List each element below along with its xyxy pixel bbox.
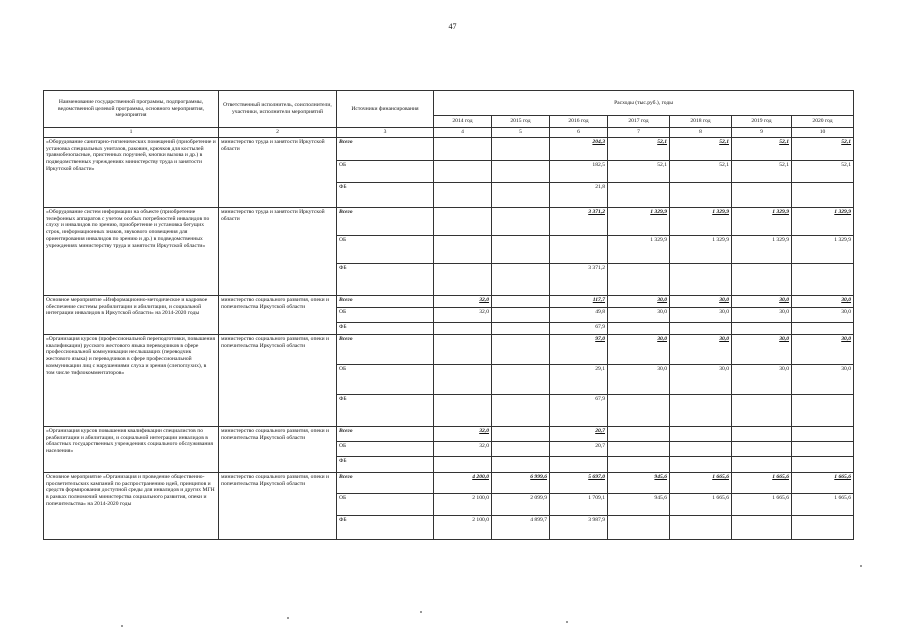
expense-value [434,208,492,236]
expense-value: 21,8 [550,183,608,208]
expense-value: 117,7 [550,296,608,308]
expense-value: 32,0 [434,296,492,308]
expense-value: 3 371,2 [550,208,608,236]
expense-value [492,395,550,427]
header-column-number: 8 [670,128,732,138]
funding-source: ФБ [337,183,434,208]
expense-value [492,296,550,308]
expense-value: 49,8 [550,308,608,323]
table-row [44,296,854,308]
expense-value: 30,0 [670,308,732,323]
activity-name: «Организация курсов (профессиональной переподготовки, повышения квалификации) русского жестового языка переводчиков в сфере профессиональной коммуникации неслышащих (переводчик жестового языка) и переводчиков в сфере профессиональной коммуникации лиц с нарушениями слуха и зрения (слепоглухих), в том числе тифлокомментаторов» [44,335,219,427]
expense-value: 30,0 [792,296,854,308]
header-year: 2017 год [608,116,670,128]
expense-value [608,395,670,427]
expense-value: 67,9 [550,395,608,427]
expense-value [434,236,492,264]
expense-value: 204,3 [550,138,608,161]
expense-value: 67,9 [550,323,608,335]
funding-source: ФБ [337,395,434,427]
expense-value [608,427,670,442]
scan-dot [420,611,422,613]
expense-value [608,457,670,473]
expense-value: 30,0 [608,365,670,395]
expense-value: 1 329,9 [608,236,670,264]
expense-value: 30,0 [732,365,792,395]
program-expenses-table [43,90,854,540]
expense-value [670,516,732,540]
expense-value: 52,1 [608,138,670,161]
expense-value [434,264,492,296]
expense-value: 1 665,6 [792,473,854,494]
expense-value [608,442,670,457]
header-column-number: 10 [792,128,854,138]
expense-value [732,442,792,457]
expense-value: 1 329,9 [732,236,792,264]
funding-source: Всего [337,138,434,161]
expense-value: 1 665,6 [670,473,732,494]
expense-value [608,264,670,296]
expense-value: 1 665,6 [670,494,732,516]
header-column-number: 6 [550,128,608,138]
funding-source: Всего [337,427,434,442]
funding-source: ОБ [337,494,434,516]
expense-value [670,457,732,473]
expense-value [670,323,732,335]
expense-value [492,308,550,323]
activity-name: «Оборудование санитарно-гигиенических помещений (приобретение и установка специальных унитазов, раковин, крючков для костылей травмобезопасные, пристенных поручней, кнопки вызова и др.) в подведомственных учреждениях министерству труда и занятости Иркутской области» [44,138,219,208]
expense-value: 2 100,0 [434,516,492,540]
expense-value: 945,6 [608,473,670,494]
expense-value [434,161,492,183]
responsible-executor: министерство социального развития, опеки и попечительства Иркутской области [219,335,337,427]
activity-name: «Оборудование систем информации на объекте (приобретение телефонных аппаратов с учетом особых потребностей инвалидов по слуху и инвалидов по зрению, приобретение и установка бегущих строк, информационных знаков, звукового оповещения для ориентирования инвалидов по зрению и др.) в подведомственных учреждениях министерству труда и занятости Иркутской области» [44,208,219,296]
expense-value: 3 987,9 [550,516,608,540]
expense-value [608,183,670,208]
expense-value: 30,0 [670,335,732,365]
header-year: 2015 год [492,116,550,128]
funding-source: ОБ [337,365,434,395]
funding-source: Всего [337,335,434,365]
expense-value [550,236,608,264]
table-row [44,473,854,494]
activity-name: «Организация курсов повышения квалификации специалистов по реабилитации и абилитации, и социальной интеграции инвалидов в областных государственных учреждениях социального обслуживания населения» [44,427,219,473]
expense-value [792,323,854,335]
expense-value: 20,7 [550,442,608,457]
header-column-number: 2 [219,128,337,138]
expense-value [492,335,550,365]
expense-value: 32,0 [434,442,492,457]
expense-value [492,161,550,183]
expense-value [670,427,732,442]
expense-value [434,365,492,395]
expense-value [670,395,732,427]
header-year: 2019 год [732,116,792,128]
expense-value [792,516,854,540]
expense-value: 52,1 [608,161,670,183]
expense-value: 29,1 [550,365,608,395]
expense-value [434,457,492,473]
expense-value: 30,0 [608,308,670,323]
funding-source: Всего [337,473,434,494]
header-executor: Ответственный исполнитель, соисполнители, участники, исполнители мероприятий [219,91,337,128]
expense-value: 52,1 [792,161,854,183]
expense-value: 52,1 [732,138,792,161]
expense-value: 1 665,6 [732,473,792,494]
funding-source: Всего [337,296,434,308]
responsible-executor: министерство социального развития, опеки и попечительства Иркутской области [219,427,337,473]
scan-dot [287,617,289,619]
funding-source: ОБ [337,308,434,323]
activity-name: Основное мероприятие «Организация и проведение общественно-просветительских кампаний по распространению идей, принципов и средств формирования доступной среды для инвалидов и других МГН в рамках полномочий министерства социального развития, опеки и попечительства» на 2014-2020 годы [44,473,219,540]
expense-value: 3 371,2 [550,264,608,296]
expense-value: 1 665,6 [732,494,792,516]
header-column-number: 7 [608,128,670,138]
expense-value: 1 329,9 [670,208,732,236]
funding-source: ФБ [337,323,434,335]
header-column-number: 5 [492,128,550,138]
expense-value [732,395,792,427]
expense-value: 945,6 [608,494,670,516]
expense-value: 30,0 [792,365,854,395]
expense-value [434,138,492,161]
expense-value [550,457,608,473]
expense-value [434,183,492,208]
header-year: 2018 год [670,116,732,128]
expense-value [792,264,854,296]
expense-value [492,323,550,335]
expense-value: 52,1 [792,138,854,161]
table-row [44,427,854,442]
expense-value: 32,0 [434,308,492,323]
responsible-executor: министерство социального развития, опеки и попечительства Иркутской области [219,473,337,540]
responsible-executor: министерство труда и занятости Иркутской области [219,138,337,208]
expense-value [732,323,792,335]
expense-value: 1 329,9 [792,208,854,236]
header-column-number: 4 [434,128,492,138]
expense-value: 1 329,9 [792,236,854,264]
expense-value: 30,0 [608,335,670,365]
page-number: 47 [448,22,457,31]
expense-value [732,264,792,296]
header-sources: Источники финансирования [337,91,434,128]
expense-value: 1 329,9 [732,208,792,236]
header-column-number: 3 [337,128,434,138]
expense-value: 4 899,7 [492,516,550,540]
expense-value [434,323,492,335]
expense-value: 30,0 [732,296,792,308]
responsible-executor: министерство труда и занятости Иркутской области [219,208,337,296]
expense-value: 30,0 [792,335,854,365]
expense-value [670,442,732,457]
table-row [44,208,854,236]
funding-source: Всего [337,208,434,236]
header-name: Наименование государственной программы, подпрограммы, ведомственной целевой программы, основного мероприятия, мероприятия [44,91,219,128]
expense-value [608,323,670,335]
header-year: 2014 год [434,116,492,128]
expense-value [670,183,732,208]
expense-value: 1 329,9 [608,208,670,236]
expense-value [492,365,550,395]
header-year: 2020 год [792,116,854,128]
expense-value [608,516,670,540]
expense-value: 182,5 [550,161,608,183]
funding-source: ФБ [337,457,434,473]
expense-value: 1 665,6 [792,494,854,516]
expense-value [792,457,854,473]
funding-source: ФБ [337,516,434,540]
header-column-number: 1 [44,128,219,138]
table-row [44,335,854,365]
expense-value: 52,1 [670,138,732,161]
funding-source: ФБ [337,264,434,296]
funding-source: ОБ [337,161,434,183]
funding-source: ОБ [337,442,434,457]
table-row [44,138,854,161]
responsible-executor: министерство социального развития, опеки и попечительства Иркутской области [219,296,337,335]
expense-value: 32,0 [434,427,492,442]
expense-value: 30,0 [732,335,792,365]
expense-value [492,457,550,473]
scan-dot [121,625,123,627]
expense-value: 4 200,0 [434,473,492,494]
expense-value: 30,0 [670,296,732,308]
expense-value: 5 697,0 [550,473,608,494]
activity-name: Основное мероприятие «Информационно-методическое и кадровое обеспечение системы реабилитации и абилитации, и социальной интеграции инвалидов в Иркутской области» на 2014-2020 годы [44,296,219,335]
expense-value: 52,1 [670,161,732,183]
expense-value [492,442,550,457]
header-column-number: 9 [732,128,792,138]
expense-value: 6 999,6 [492,473,550,494]
expense-value [492,427,550,442]
expense-value [492,208,550,236]
expense-value: 30,0 [670,365,732,395]
expense-value [492,264,550,296]
expense-value [792,395,854,427]
expense-value [492,183,550,208]
expense-value [792,427,854,442]
scan-dot [566,621,568,623]
expense-value [792,442,854,457]
scan-dot [860,565,862,567]
expense-value [434,395,492,427]
expense-value: 20,7 [550,427,608,442]
expense-value: 52,1 [732,161,792,183]
expense-value: 2 099,9 [492,494,550,516]
expense-value [732,427,792,442]
expense-value: 97,0 [550,335,608,365]
expense-value: 1 709,1 [550,494,608,516]
expense-value [434,335,492,365]
header-expenses: Расходы (тыс.руб.), годы [434,91,854,116]
expense-value [732,183,792,208]
expense-value: 30,0 [792,308,854,323]
header-year: 2016 год [550,116,608,128]
expense-value [792,183,854,208]
expense-value [732,457,792,473]
expense-value: 30,0 [608,296,670,308]
expense-value: 1 329,9 [670,236,732,264]
expense-value [670,264,732,296]
funding-source: ОБ [337,236,434,264]
expense-value [732,516,792,540]
expense-value: 2 100,0 [434,494,492,516]
expense-value: 30,0 [732,308,792,323]
expense-value [492,138,550,161]
expense-value [492,236,550,264]
